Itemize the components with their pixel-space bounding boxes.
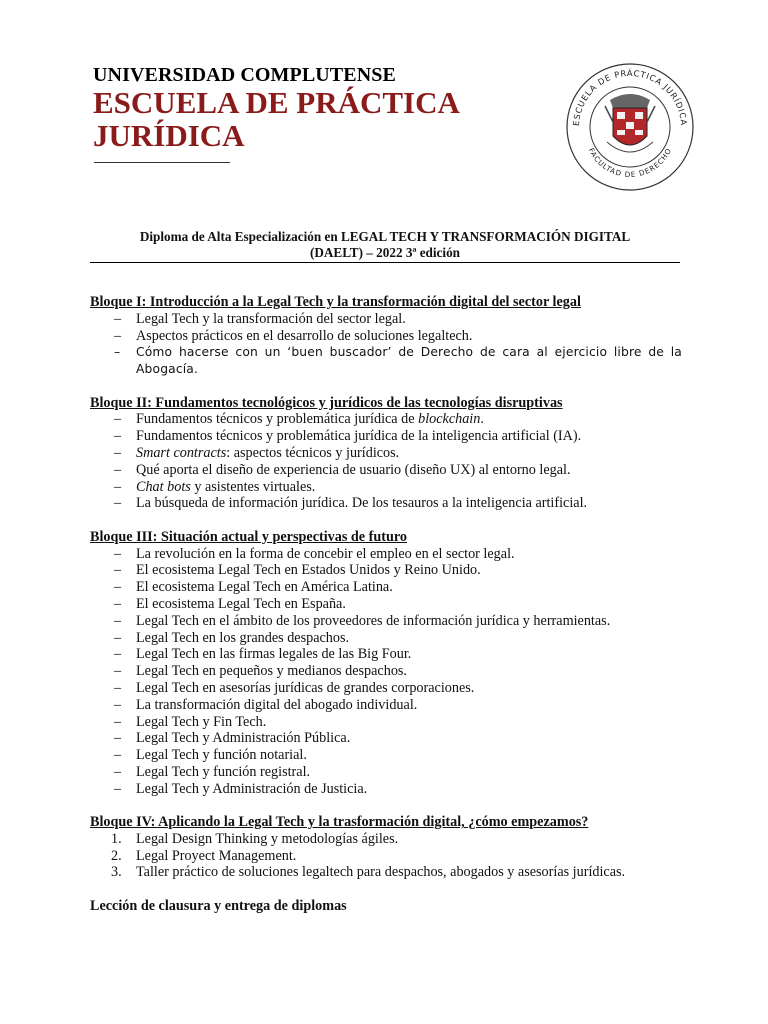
header-divider: [94, 162, 230, 163]
list-item: – Aspectos prácticos en el desarrollo de soluciones legaltech.: [90, 328, 682, 345]
list-item: – Legal Tech en las firmas legales de las Big Four.: [90, 646, 682, 663]
item-number: 1.: [111, 830, 122, 847]
school-title: [93, 86, 460, 152]
list-item: [90, 411, 682, 428]
block-1: [90, 294, 682, 378]
list-item: – El ecosistema Legal Tech en América Latina.: [90, 579, 682, 596]
list-item: [90, 445, 682, 462]
school-title-line2: JURÍDICA: [93, 118, 245, 153]
svg-text:FACULTAD DE DERECHO: [587, 146, 674, 179]
list-item: [90, 831, 682, 848]
item-text: Legal Proyect Management.: [136, 847, 297, 864]
block-2-title: Bloque II: Fundamentos tecnológicos y jurídicos de las tecnologías disruptivas: [90, 394, 563, 411]
seal-crest-icon: [605, 94, 655, 152]
item-emphasis: Chat bots: [136, 478, 191, 495]
item-emphasis: blockchain: [418, 411, 481, 428]
item-text: Taller práctico de soluciones legaltech para despachos, abogados y asesorías jurídicas.: [136, 864, 626, 881]
list-item: – Legal Tech y Fin Tech.: [90, 714, 682, 731]
item-emphasis: Smart contracts: [136, 444, 227, 461]
block-4: [90, 814, 682, 881]
diploma-divider: [90, 262, 680, 263]
list-item: – Legal Tech y Administración Pública.: [90, 730, 682, 747]
item-text: Legal Design Thinking y metodologías ágiles.: [136, 830, 399, 847]
item-number: 3.: [111, 864, 122, 881]
block-3-title: Bloque III: Situación actual y perspectivas de futuro: [90, 528, 408, 545]
item-text: .: [480, 411, 484, 428]
block-1-title: Bloque I: Introducción a la Legal Tech y la transformación digital del sector legal: [90, 294, 581, 310]
item-number: 2.: [111, 847, 122, 864]
list-item: – Fundamentos técnicos y problemática jurídica de la inteligencia artificial (IA).: [90, 428, 682, 445]
diploma-line2: (DAELT) – 2022 3ª edición: [309, 245, 460, 260]
diploma-heading: [90, 229, 680, 261]
university-title: UNIVERSIDAD COMPLUTENSE: [93, 64, 396, 86]
block-2-list: [90, 411, 682, 512]
list-item: – El ecosistema Legal Tech en España.: [90, 596, 682, 613]
list-item: – Cómo hacerse con un ‘buen buscador’ de Derecho de cara al ejercicio libre de la Abogacía.: [90, 344, 682, 378]
block-4-list: [90, 831, 682, 881]
list-item: – Legal Tech y función registral.: [90, 764, 682, 781]
block-4-title: Bloque IV: Aplicando la Legal Tech y la trasformación digital, ¿cómo empezamos?: [90, 814, 589, 831]
block-3-list: [90, 546, 682, 798]
seal-text-top: ESCUELA DE PRÁCTICA JURÍDICA: [570, 67, 690, 127]
block-2: [90, 395, 682, 513]
syllabus: [90, 294, 682, 915]
list-item: – Legal Tech en el ámbito de los proveedores de información jurídica y herramientas.: [90, 613, 682, 630]
list-item: – Legal Tech en pequeños y medianos despachos.: [90, 663, 682, 680]
list-item: – Legal Tech en asesorías jurídicas de grandes corporaciones.: [90, 680, 682, 697]
list-item: – Legal Tech y función notarial.: [90, 747, 682, 764]
block-3: [90, 529, 682, 798]
list-item: – La revolución en la forma de concebir el empleo en el sector legal.: [90, 546, 682, 563]
list-item: – Legal Tech y la transformación del sector legal.: [90, 311, 682, 328]
list-item: – La búsqueda de información jurídica. De los tesauros a la inteligencia artificial.: [90, 495, 682, 512]
list-item: [90, 864, 682, 881]
item-text: Fundamentos técnicos y problemática jurídica de: [136, 411, 419, 428]
block-1-list: [90, 311, 682, 378]
list-item: – Legal Tech en los grandes despachos.: [90, 630, 682, 647]
list-item: – La transformación digital del abogado individual.: [90, 697, 682, 714]
list-item: [90, 479, 682, 496]
seal-text-bottom: FACULTAD DE DERECHO: [586, 146, 674, 180]
list-item: [90, 848, 682, 865]
list-item: – Legal Tech y Administración de Justicia.: [90, 781, 682, 798]
diploma-line1: Diploma de Alta Especialización en LEGAL TECH Y TRANSFORMACIÓN DIGITAL: [139, 229, 631, 244]
faculty-seal-logo: [565, 62, 695, 192]
school-title-line1: ESCUELA DE PRÁCTICA: [93, 85, 460, 120]
item-text: : aspectos técnicos y jurídicos.: [226, 444, 400, 461]
closing-line: Lección de clausura y entrega de diplomas: [90, 897, 347, 914]
list-item: – Qué aporta el diseño de experiencia de usuario (diseño UX) al entorno legal.: [90, 462, 682, 479]
item-text: y asistentes virtuales.: [190, 478, 316, 495]
list-item: – El ecosistema Legal Tech en Estados Unidos y Reino Unido.: [90, 562, 682, 579]
